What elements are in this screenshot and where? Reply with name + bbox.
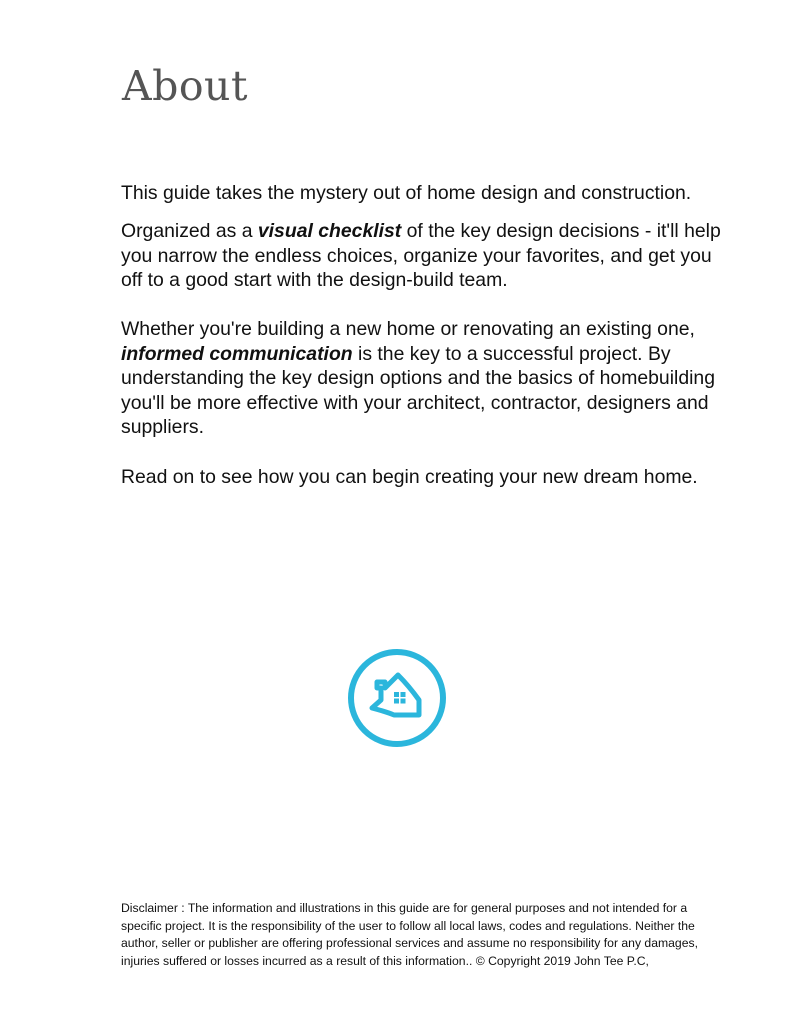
checklist-paragraph bbox=[121, 219, 721, 293]
checklist-text-start: Organized as a bbox=[121, 220, 258, 242]
visual-checklist-emphasis: visual checklist bbox=[257, 220, 402, 242]
intro-text: This guide takes the mystery out of home design and construction. bbox=[121, 182, 692, 204]
intro-paragraph bbox=[121, 181, 721, 206]
page-title: About bbox=[122, 62, 248, 110]
closing-text: Read on to see how you can begin creating your new dream home. bbox=[121, 466, 698, 488]
checklist-text-end: of the key design decisions - it'll help you narrow the endless choices, organize your favorites, and get you off to a good start with the design-build team. bbox=[121, 220, 721, 291]
closing-paragraph bbox=[121, 465, 721, 490]
disclaimer: Disclaimer : The information and illustrations in this guide are for general purposes and not intended for a specific project. It is the responsibility of the user to follow all local laws, codes and regulations. Neither the author, seller or publisher are offering professional services and assume no responsibility for any damages, injuries suffered or losses incurred as a result of this information.. © Copyright 2019 John Tee P.C, bbox=[121, 901, 698, 968]
communication-text-end: is the key to a successful project. By understanding the key design options and the basics of homebuilding you'll be more effective with your architect, contractor, designers and suppliers. bbox=[121, 342, 715, 438]
house-circle-icon bbox=[347, 648, 447, 748]
informed-communication-emphasis: informed communication bbox=[121, 342, 353, 365]
communication-text-start: Whether you're building a new home or renovating an existing one, bbox=[121, 318, 695, 340]
communication-paragraph bbox=[121, 317, 721, 440]
